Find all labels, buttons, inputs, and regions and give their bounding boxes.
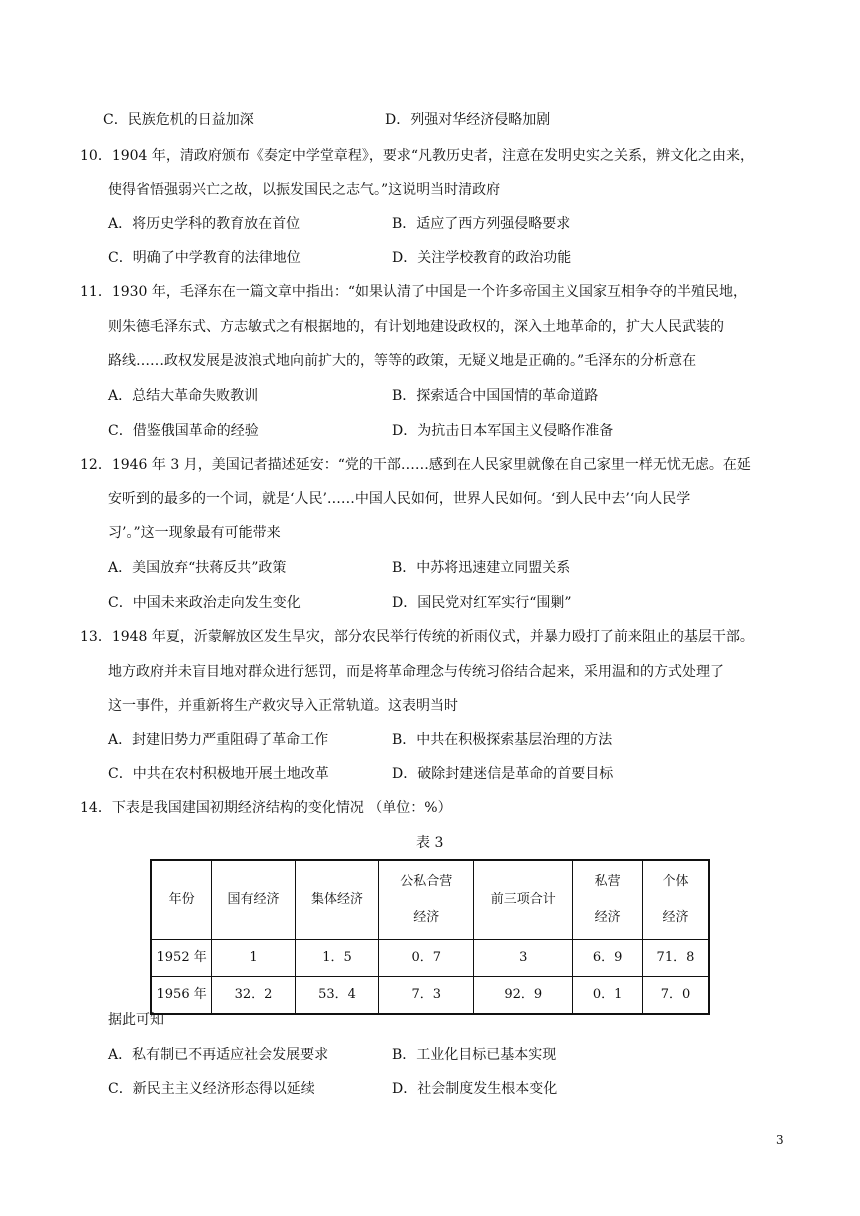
table-row bbox=[151, 940, 709, 977]
q11-line1: 11．1930 年，毛泽东在一篇文章中指出：“如果认清了中国是一个许多帝国主义国家互相争夺的半殖民地， bbox=[80, 284, 748, 300]
q14-option-d: D．社会制度发生根本变化 bbox=[392, 1081, 558, 1097]
cell-year: 1956 年 bbox=[151, 977, 212, 1015]
table-caption: 表 3 bbox=[416, 835, 444, 851]
economy-structure-table bbox=[150, 859, 710, 1015]
cell-individual: 7．0 bbox=[642, 977, 709, 1015]
q11-option-b: B．探索适合中国国情的革命道路 bbox=[392, 388, 599, 404]
q11-option-a: A．总结大革命失败教训 bbox=[108, 388, 259, 404]
header-joint bbox=[379, 860, 474, 940]
q14-followup: 据此可知 bbox=[108, 1012, 164, 1028]
page-number: 3 bbox=[776, 1133, 784, 1147]
q10-option-d: D．关注学校教育的政治功能 bbox=[392, 250, 572, 266]
q11-line3: 路线……政权发展是波浪式地向前扩大的，等等的政策，无疑义地是正确的。”毛泽东的分析意在 bbox=[108, 353, 697, 369]
header-private bbox=[573, 860, 643, 940]
option-d-prev: D．列强对华经济侵略加剧 bbox=[385, 112, 551, 128]
header-individual-line2: 经济 bbox=[662, 910, 689, 925]
cell-sum: 3 bbox=[474, 940, 573, 977]
q14-option-a: A．私有制已不再适应社会发展要求 bbox=[108, 1047, 329, 1063]
q13-option-d: D．破除封建迷信是革命的首要目标 bbox=[392, 766, 614, 782]
header-individual bbox=[642, 860, 709, 940]
cell-state: 1 bbox=[212, 940, 296, 977]
q11-line2: 则朱德毛泽东式、方志敏式之有根据地的，有计划地建设政权的，深入土地革命的，扩大人民武装的 bbox=[108, 319, 724, 335]
q12-option-d: D．国民党对红军实行“围剿” bbox=[392, 595, 572, 611]
q14-line1: 14．下表是我国建国初期经济结构的变化情况 （单位：%） bbox=[80, 800, 452, 816]
header-year: 年份 bbox=[151, 860, 212, 940]
header-joint-line1: 公私合营 bbox=[400, 874, 453, 889]
header-collective: 集体经济 bbox=[295, 860, 379, 940]
option-c-prev: C．民族危机的日益加深 bbox=[103, 112, 254, 128]
q13-option-b: B．中共在积极探索基层治理的方法 bbox=[392, 732, 613, 748]
q10-option-b: B．适应了西方列强侵略要求 bbox=[392, 216, 571, 232]
q12-line3: 习’。”这一现象最有可能带来 bbox=[108, 525, 281, 541]
header-sum: 前三项合计 bbox=[474, 860, 573, 940]
q12-line1: 12．1946 年 3 月，美国记者描述延安：“党的干部……感到在人民家里就像在自己家里一样无忧无虑。在延 bbox=[80, 457, 751, 473]
header-individual-line1: 个体 bbox=[662, 874, 689, 889]
q14-option-b: B．工业化目标已基本实现 bbox=[392, 1047, 557, 1063]
cell-private: 0．1 bbox=[573, 977, 643, 1015]
q10-option-c: C．明确了中学教育的法律地位 bbox=[108, 250, 301, 266]
cell-sum: 92．9 bbox=[474, 977, 573, 1015]
header-state: 国有经济 bbox=[212, 860, 296, 940]
cell-individual: 71．8 bbox=[642, 940, 709, 977]
cell-year: 1952 年 bbox=[151, 940, 212, 977]
cell-joint: 0．7 bbox=[379, 940, 474, 977]
q12-option-a: A．美国放弃“扶蒋反共”政策 bbox=[108, 560, 287, 576]
q12-line2: 安听到的最多的一个词，就是‘人民’……中国人民如何，世界人民如何。‘到人民中去’‘向人民学 bbox=[108, 491, 691, 507]
q11-option-c: C．借鉴俄国革命的经验 bbox=[108, 423, 259, 439]
cell-collective: 1．5 bbox=[295, 940, 379, 977]
q12-option-c: C．中国未来政治走向发生变化 bbox=[108, 595, 301, 611]
q13-option-a: A．封建旧势力严重阻碍了革命工作 bbox=[108, 732, 329, 748]
cell-state: 32．2 bbox=[212, 977, 296, 1015]
header-joint-line2: 经济 bbox=[413, 910, 440, 925]
cell-joint: 7．3 bbox=[379, 977, 474, 1015]
header-private-line1: 私营 bbox=[594, 874, 621, 889]
q14-option-c: C．新民主主义经济形态得以延续 bbox=[108, 1081, 315, 1097]
q11-option-d: D．为抗击日本军国主义侵略作准备 bbox=[392, 423, 614, 439]
q10-line1: 10．1904 年，清政府颁布《奏定中学堂章程》，要求“凡教历史者，注意在发明史实之关系，辨文化之由来， bbox=[80, 148, 755, 164]
q10-line2: 使得省悟强弱兴亡之故，以振发国民之志气。”这说明当时清政府 bbox=[108, 182, 501, 198]
q13-line2: 地方政府并未盲目地对群众进行惩罚，而是将革命理念与传统习俗结合起来，采用温和的方式处理了 bbox=[108, 664, 724, 680]
q10-option-a: A．将历史学科的教育放在首位 bbox=[108, 216, 301, 232]
header-private-line2: 经济 bbox=[594, 910, 621, 925]
table-header-row bbox=[151, 860, 709, 940]
cell-collective: 53．4 bbox=[295, 977, 379, 1015]
q13-option-c: C．中共在农村积极地开展土地改革 bbox=[108, 766, 329, 782]
q12-option-b: B．中苏将迅速建立同盟关系 bbox=[392, 560, 571, 576]
q13-line3: 这一事件，并重新将生产救灾导入正常轨道。这表明当时 bbox=[108, 698, 458, 714]
cell-private: 6．9 bbox=[573, 940, 643, 977]
table-row bbox=[151, 977, 709, 1015]
q13-line1: 13．1948 年夏，沂蒙解放区发生旱灾，部分农民举行传统的祈雨仪式，并暴力殴打了前来阻止的基层干部。 bbox=[80, 629, 754, 645]
